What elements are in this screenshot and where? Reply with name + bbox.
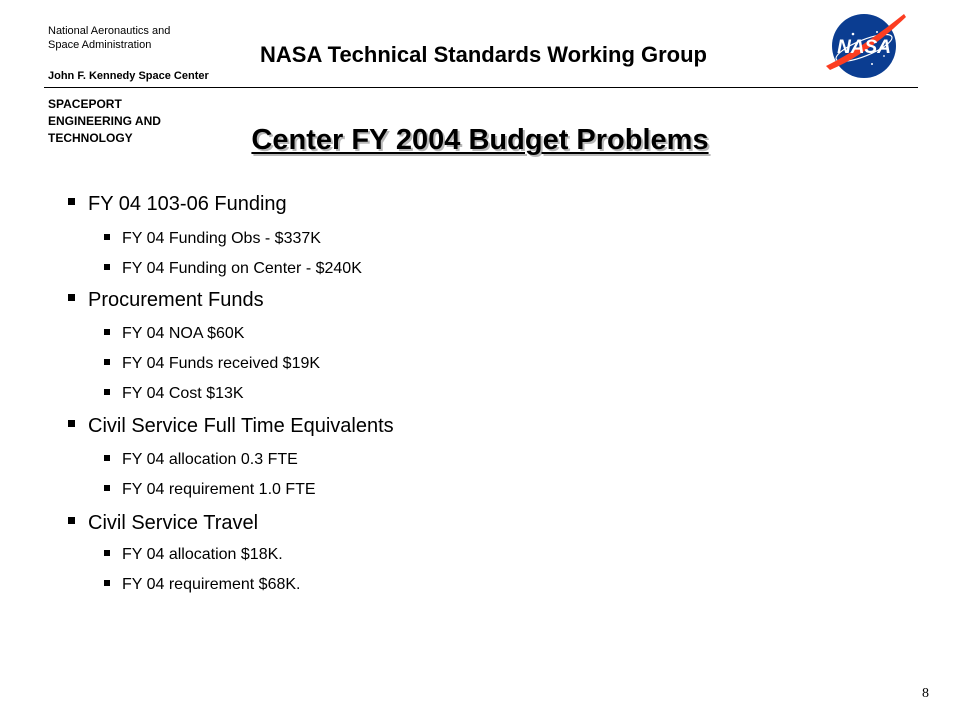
page-number: 8 — [922, 686, 929, 701]
square-bullet-icon — [68, 294, 75, 301]
square-bullet-icon — [104, 329, 110, 335]
square-bullet-icon — [104, 580, 110, 586]
sub-bullet-text: FY 04 Cost $13K — [122, 385, 244, 402]
square-bullet-icon — [104, 234, 110, 240]
sub-bullet-item — [104, 575, 300, 595]
bullet-item — [68, 414, 394, 438]
logo-star — [876, 31, 878, 33]
sub-bullet-item — [104, 259, 362, 279]
sub-bullet-item — [104, 480, 316, 500]
logo-star — [871, 63, 873, 65]
header-divider — [44, 87, 918, 88]
square-bullet-icon — [104, 550, 110, 556]
bullet-text: Civil Service Full Time Equivalents — [88, 415, 394, 437]
bullet-text: Procurement Funds — [88, 289, 264, 311]
bullet-text: FY 04 103-06 Funding — [88, 193, 287, 215]
department-line: SPACEPORT — [48, 97, 122, 111]
square-bullet-icon — [68, 420, 75, 427]
sub-bullet-item — [104, 450, 298, 470]
sub-bullet-item — [104, 324, 244, 344]
sub-bullet-item — [104, 229, 321, 249]
department-line: ENGINEERING AND — [48, 114, 161, 128]
sub-bullet-text: FY 04 Funding on Center - $240K — [122, 260, 362, 277]
square-bullet-icon — [104, 485, 110, 491]
square-bullet-icon — [104, 359, 110, 365]
department-line: TECHNOLOGY — [48, 131, 133, 145]
bullet-item — [68, 288, 264, 312]
center-name: John F. Kennedy Space Center — [48, 70, 209, 82]
agency-name-line1: National Aeronautics and — [48, 25, 171, 37]
sub-bullet-text: FY 04 requirement $68K. — [122, 576, 301, 593]
square-bullet-icon — [104, 264, 110, 270]
logo-wordmark: NASA — [837, 37, 891, 58]
sub-bullet-item — [104, 354, 320, 374]
nasa-logo-icon — [822, 8, 906, 84]
sub-bullet-text: FY 04 requirement 1.0 FTE — [122, 481, 316, 498]
square-bullet-icon — [68, 198, 75, 205]
square-bullet-icon — [68, 517, 75, 524]
bullet-item — [68, 511, 258, 535]
sub-bullet-text: FY 04 allocation 0.3 FTE — [122, 451, 298, 468]
sub-bullet-text: FY 04 NOA $60K — [122, 325, 245, 342]
sub-bullet-text: FY 04 allocation $18K. — [122, 546, 283, 563]
bullet-text: Civil Service Travel — [88, 512, 259, 534]
sub-bullet-text: FY 04 Funds received $19K — [122, 355, 321, 372]
square-bullet-icon — [104, 455, 110, 461]
sub-bullet-item — [104, 545, 283, 565]
sub-bullet-text: FY 04 Funding Obs - $337K — [122, 230, 321, 247]
group-title: NASA Technical Standards Working Group — [260, 42, 707, 67]
square-bullet-icon — [104, 389, 110, 395]
bullet-item — [68, 192, 287, 216]
slide-title: Center FY 2004 Budget Problems — [251, 124, 709, 156]
agency-name-line2: Space Administration — [48, 39, 152, 51]
sub-bullet-item — [104, 384, 244, 404]
logo-star — [852, 33, 855, 36]
